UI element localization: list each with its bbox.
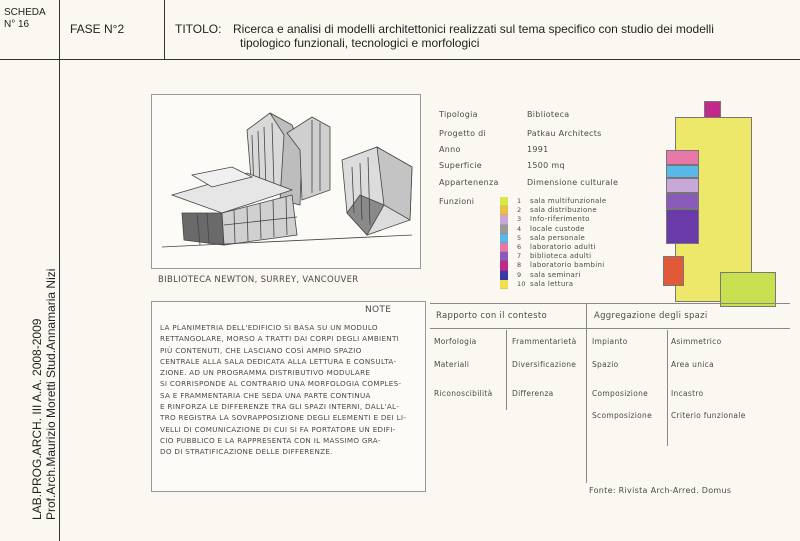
notes-title: NOTE [365, 305, 392, 315]
notes-line: CIO PUBBLICO E LA RAPPRESENTA CON IL MASSIMO GRA- [160, 435, 381, 445]
source-label: Fonte: Rivista Arch-Arred. Domus [589, 486, 732, 495]
fase-label: FASE N°2 [70, 22, 125, 36]
sidebar-text [30, 269, 58, 520]
table-top-line [430, 303, 790, 304]
context-row-label: Riconoscibilità [434, 389, 493, 398]
aggregation-row-label: Scomposizione [592, 411, 652, 420]
context-row-label: Morfologia [434, 337, 477, 346]
notes-line: PIÙ CONTENUTI, CHE LASCIANO COSÌ AMPIO SPAZIO [160, 345, 362, 355]
function-swatch-8 [500, 261, 508, 270]
function-swatch-1 [500, 197, 508, 206]
plan-block-7b [666, 209, 699, 244]
function-number: 6 [517, 243, 522, 251]
aggregation-row-label: Spazio [592, 360, 619, 369]
function-number: 1 [517, 197, 522, 205]
function-number: 10 [517, 279, 526, 288]
notes-line: DO DI STRATIFICAZIONE DELLE DIFFERENZE. [160, 447, 333, 457]
function-number: 9 [517, 270, 522, 279]
function-label: sala multifunzionale [530, 197, 607, 205]
scheda-label [4, 7, 46, 31]
function-label: laboratorio bambini [530, 261, 605, 270]
function-number: 4 [517, 224, 522, 233]
attr-label-4: Appartenenza [439, 178, 499, 187]
aggregation-row-value: Asimmetrico [671, 337, 722, 346]
function-number: 3 [517, 215, 522, 224]
attr-label-3: Superficie [439, 161, 483, 170]
aggregation-row-value: Criterio funzionale [671, 411, 746, 420]
notes-line: CENTRALE ALLA SALA DEDICATA ALLA LETTURA E CONSULTA- [160, 356, 397, 366]
context-row-value: Frammentarietà [512, 337, 577, 346]
function-label: sala personale [530, 233, 586, 242]
plan-block-entry [663, 256, 684, 286]
function-label: laboratorio adulti [530, 243, 596, 251]
context-heading: Rapporto con il contesto [436, 311, 548, 321]
titolo-text [233, 22, 793, 50]
notes-line: RETTANGOLARE, MORSO A TRATTI DAI CORPI DEGLI AMBIENTI [160, 334, 400, 344]
aggregation-col-divider [667, 330, 668, 446]
scheda-word: SCHEDA [4, 7, 46, 18]
context-row-label: Materiali [434, 360, 470, 369]
function-label: Info-riferimento [530, 215, 590, 224]
function-swatch-10 [500, 280, 508, 289]
aggregation-row-label: Composizione [592, 389, 649, 398]
function-swatch-2 [500, 206, 508, 215]
notes-box [151, 301, 426, 492]
notes-line: ZIONE. AD UN PROGRAMMA DISTRIBUTIVO MODULARE [160, 368, 371, 378]
sidebar-divider [59, 0, 60, 541]
titolo-label: TITOLO: [175, 22, 222, 36]
titolo-line-1: Ricerca e analisi di modelli architettonici realizzati sul tema specifico con studio dei modelli [233, 22, 714, 36]
header-divider [0, 59, 800, 60]
function-swatch-7 [500, 252, 508, 261]
notes-line: E RINFORZA LE DIFFERENZE TRA GLI SPAZI INTERNI, DALL'AL- [160, 402, 400, 412]
plan-block-5 [666, 165, 699, 178]
building-sketch-frame [151, 94, 421, 269]
professors-label: Prof.Arch.Maurizio Moretti Stud.Annamaria Nizi [44, 268, 58, 520]
scheda-number: N° 16 [4, 19, 30, 30]
context-row-value: Differenza [512, 389, 554, 398]
header-column-divider [164, 0, 165, 59]
table-middle-divider [586, 303, 587, 483]
notes-line: SA E FRAMMENTARIA CHE SEDA UNA PARTE CONTINUA [160, 390, 371, 400]
functions-color-legend [500, 197, 508, 289]
notes-line: LA PLANIMETRIA DELL'EDIFICIO SI BASA SU UN MODULO [160, 323, 378, 332]
function-label: locale custode [530, 224, 585, 233]
aggregation-row-value: Area unica [671, 360, 714, 369]
notes-line: TRO REGISTRA LA SOVRAPPOSIZIONE DEGLI ELEMENTI E DEI LI- [160, 413, 407, 423]
attr-label-2: Anno [439, 145, 461, 154]
attr-label-5: Funzioni [439, 197, 475, 206]
building-sketch [152, 95, 420, 268]
notes-line: SI CORRISPONDE AL CONTRARIO UNA MORFOLOGIA COMPLES- [160, 379, 402, 389]
attr-value-1: Patkau Architects [527, 129, 602, 138]
sketch-caption: BIBLIOTECA NEWTON, SURREY, VANCOUVER [158, 275, 359, 285]
aggregation-row-value: Incastro [671, 389, 704, 398]
aggregation-heading: Aggregazione degli spazi [594, 311, 708, 321]
function-number: 8 [517, 261, 522, 270]
function-label: sala seminari [530, 270, 581, 279]
function-label: sala distribuzione [530, 206, 597, 215]
plan-block-7a [666, 193, 699, 209]
function-number: 7 [517, 252, 522, 261]
plan-block-3 [666, 178, 699, 193]
attr-value-4: Dimensione culturale [527, 178, 619, 187]
context-row-value: Diversificazione [512, 360, 577, 369]
course-label: LAB.PROG.ARCH. III A.A. 2008-2009 [30, 318, 44, 520]
function-swatch-9 [500, 271, 508, 280]
function-label: biblioteca adulti [530, 252, 592, 261]
context-col-divider [506, 330, 507, 410]
attr-label-1: Progetto di [439, 129, 487, 138]
notes-line: VELLI DI COMUNICAZIONE DI CUI SI FA PORTATORE UN EDIFI- [160, 424, 396, 434]
function-swatch-6 [500, 243, 508, 252]
plan-block-1 [720, 272, 776, 307]
function-number: 2 [517, 206, 522, 215]
function-label: sala lettura [530, 279, 574, 288]
notes-text [160, 322, 420, 458]
titolo-line-2: tipologico funzionali, tecnologici e morfologici [240, 36, 480, 50]
aggregation-row-label: Impianto [592, 337, 628, 346]
function-number: 5 [517, 233, 522, 242]
function-swatch-3 [500, 215, 508, 224]
function-swatch-5 [500, 234, 508, 243]
attr-value-0: Biblioteca [527, 110, 570, 119]
attr-label-0: Tipologia [439, 110, 478, 119]
plan-block-6 [666, 150, 699, 165]
attr-value-2: 1991 [527, 145, 549, 154]
table-header-line [430, 328, 790, 329]
function-swatch-4 [500, 225, 508, 234]
attr-value-3: 1500 mq [527, 161, 565, 170]
